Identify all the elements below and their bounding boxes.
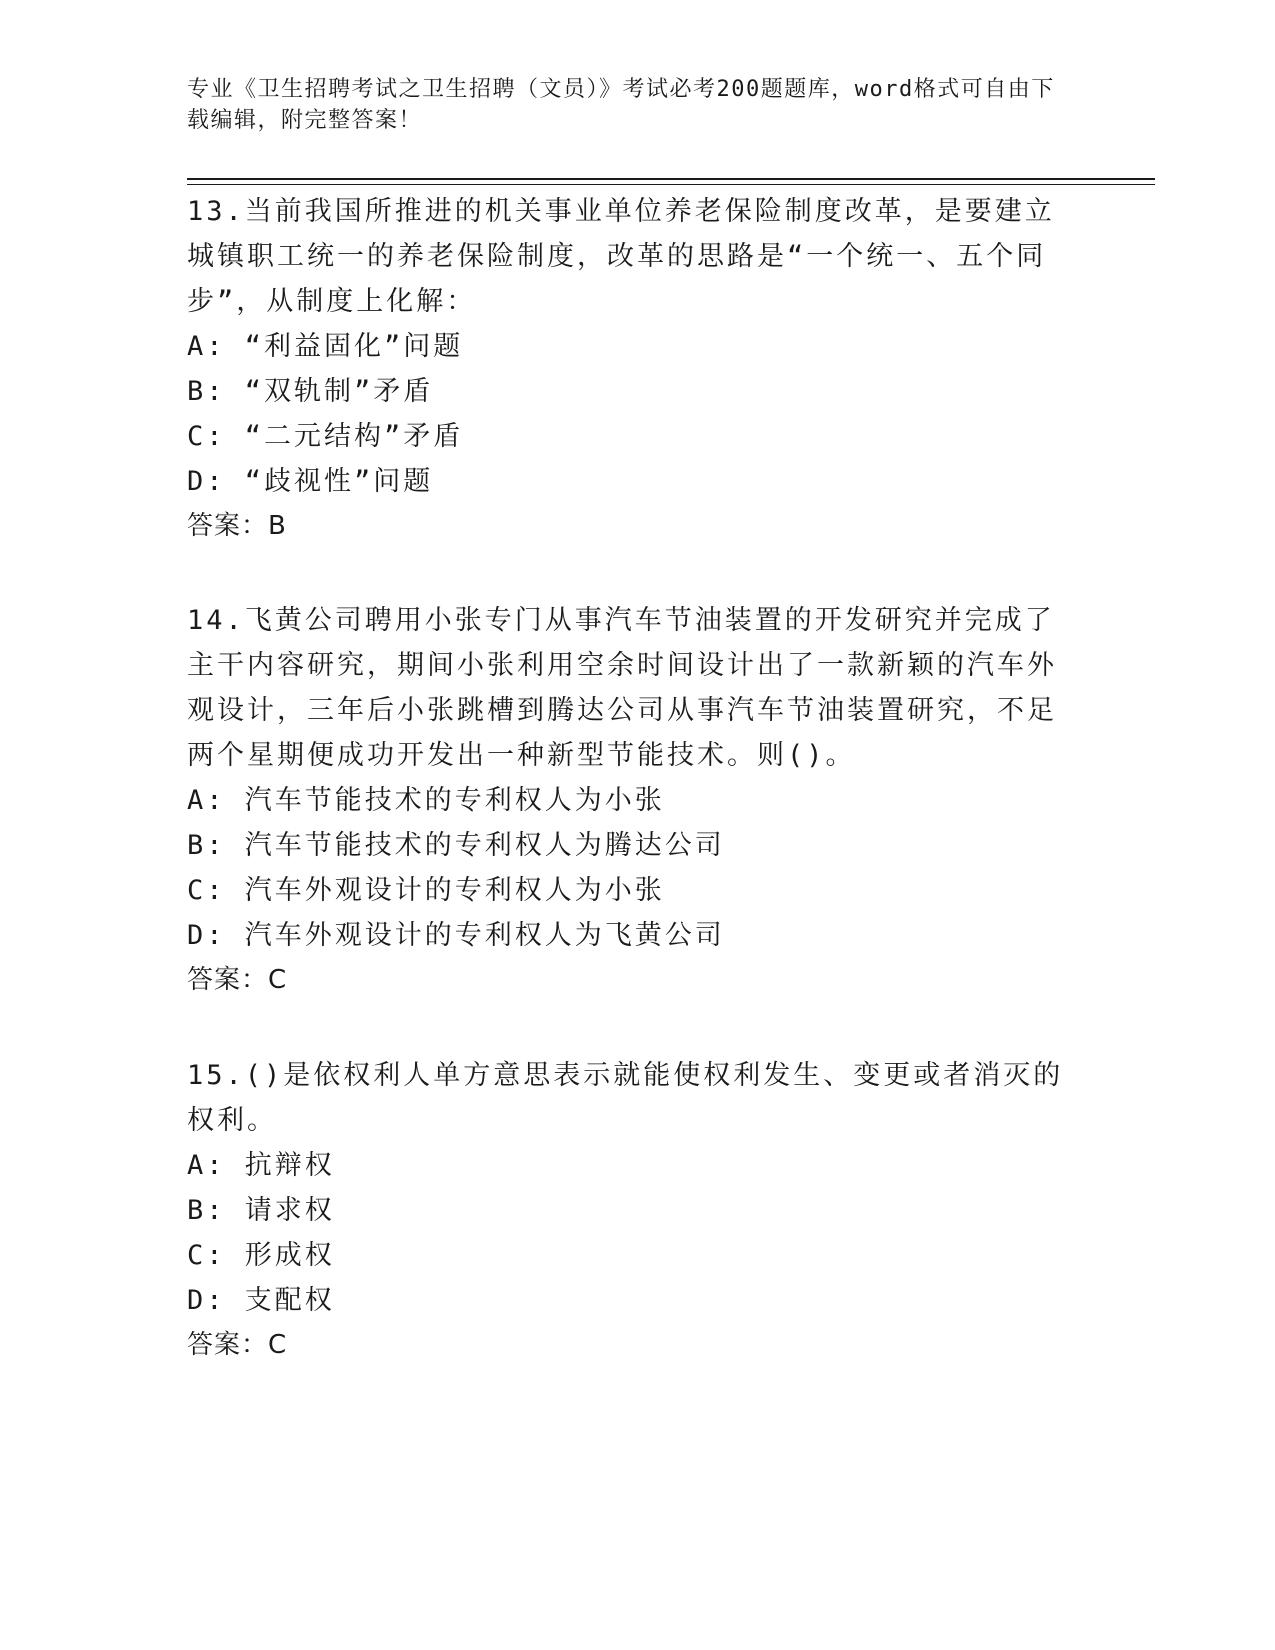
header-divider-thin — [187, 184, 1155, 185]
question-13 — [187, 189, 1077, 549]
option-b: B: “双轨制”矛盾 — [187, 376, 434, 407]
header-divider-thick — [187, 178, 1155, 180]
option-c: C: 形成权 — [187, 1240, 335, 1271]
question-14 — [187, 598, 1077, 1003]
option-a: A: 抗辩权 — [187, 1150, 335, 1181]
answer-line: 答案：C — [187, 965, 288, 995]
question-15 — [187, 1053, 1077, 1368]
option-c: C: 汽车外观设计的专利权人为小张 — [187, 875, 665, 906]
question-stem: 15.()是依权利人单方意思表示就能使权利发生、变更或者消灭的权利。 — [187, 1060, 1064, 1136]
option-c: C: “二元结构”矛盾 — [187, 421, 464, 452]
option-d: D: “歧视性”问题 — [187, 466, 434, 497]
option-b: B: 请求权 — [187, 1195, 335, 1226]
question-stem: 14.飞黄公司聘用小张专门从事汽车节油装置的开发研究并完成了主干内容研究，期间小张利用空余时间设计出了一款新颖的汽车外观设计，三年后小张跳槽到腾达公司从事汽车节油装置研究，不足两个星期便成功开发出一种新型节能技术。则()。 — [187, 605, 1057, 771]
document-header: 专业《卫生招聘考试之卫生招聘（文员）》考试必考200题题库，word格式可自由下载编辑，附完整答案！ — [187, 77, 1055, 133]
option-b: B: 汽车节能技术的专利权人为腾达公司 — [187, 830, 725, 861]
option-d: D: 汽车外观设计的专利权人为飞黄公司 — [187, 920, 725, 951]
option-a: A: “利益固化”问题 — [187, 331, 464, 362]
answer-line: 答案：C — [187, 1330, 288, 1360]
option-d: D: 支配权 — [187, 1285, 335, 1316]
question-stem: 13.当前我国所推进的机关事业单位养老保险制度改革，是要建立城镇职工统一的养老保险制度，改革的思路是“一个统一、五个同步”，从制度上化解： — [187, 196, 1055, 317]
answer-line: 答案：B — [187, 511, 287, 541]
option-a: A: 汽车节能技术的专利权人为小张 — [187, 785, 665, 816]
